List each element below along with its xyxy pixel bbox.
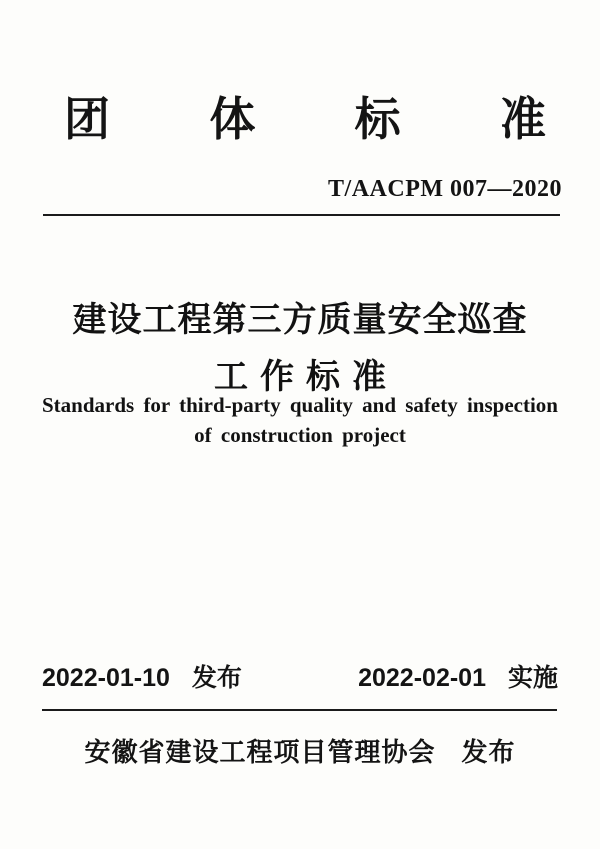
issue-date-label: 发布	[191, 664, 242, 692]
title-chinese-line2: 工作标准	[214, 358, 398, 396]
implement-date: 2022-02-01	[358, 664, 486, 692]
doc-type-char: 体	[209, 93, 256, 145]
implement-date-group	[358, 665, 558, 693]
doc-type-char: 准	[499, 93, 546, 145]
issue-date: 2022-01-10	[42, 664, 170, 692]
date-row	[42, 665, 558, 693]
implement-date-label: 实施	[507, 664, 558, 692]
publisher-row	[0, 732, 600, 769]
doc-type-char: 标	[354, 93, 401, 145]
title-english-line2: of construction project	[194, 423, 406, 447]
publisher-action-label: 发布	[461, 737, 516, 767]
doc-type-heading	[64, 93, 546, 145]
top-rule-divider	[43, 214, 560, 216]
title-english-line1: Standards for third-party quality and safety inspection	[41, 393, 558, 417]
issue-date-group	[42, 665, 242, 693]
publisher-name: 安徽省建设工程项目管理协会	[84, 737, 436, 767]
title-chinese-line1: 建设工程第三方质量安全巡查	[72, 301, 528, 339]
title-english	[0, 390, 600, 450]
standard-code: T/AACPM 007—2020	[328, 176, 562, 202]
bottom-rule-divider	[42, 709, 557, 711]
doc-type-char: 团	[64, 93, 110, 145]
